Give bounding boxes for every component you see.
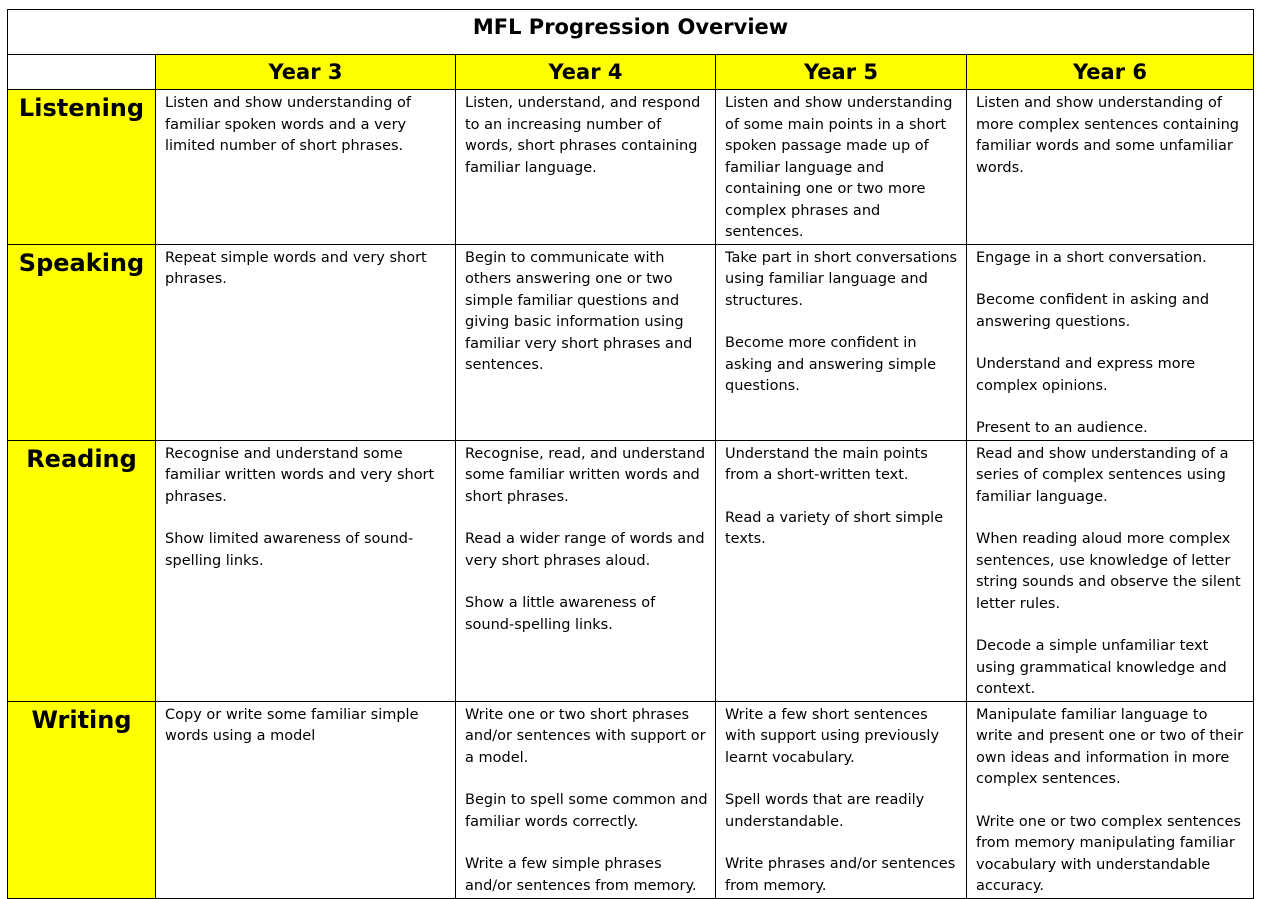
skill-row-speaking	[8, 244, 1254, 440]
cell-text: Present to an audience.	[976, 420, 1148, 436]
year-header: Year 4	[456, 55, 716, 90]
cell-text: When reading aloud more complex sentences, use knowledge of letter string sounds and observe the silent letter rules.	[976, 531, 1241, 612]
table-cell	[716, 440, 967, 701]
cell-text: Show limited awareness of sound-spelling links.	[165, 531, 414, 569]
cell-text: Understand and express more complex opinions.	[976, 356, 1196, 394]
cell-text: Listen and show understanding of some main points in a short spoken passage made up of familiar language and containing one or two more complex phrases and sentences.	[725, 95, 953, 240]
title-row	[8, 10, 1254, 55]
cell-text: Write one or two short phrases and/or sentences with support or a model.	[465, 706, 706, 766]
cell-text: Understand the main points from a short-written text.	[725, 445, 928, 483]
year-header-row	[8, 55, 1254, 90]
table-cell	[156, 701, 456, 898]
table-cell	[716, 701, 967, 898]
cell-text: Engage in a short conversation.	[976, 249, 1207, 266]
year-header: Year 6	[967, 55, 1254, 90]
table-cell	[456, 244, 716, 440]
table-cell	[967, 440, 1254, 701]
table-cell	[156, 90, 456, 245]
page-title: MFL Progression Overview	[8, 10, 1254, 55]
corner-cell	[8, 55, 156, 90]
table-cell	[456, 90, 716, 245]
table-cell	[156, 440, 456, 701]
cell-text: Show a little awareness of sound-spelling links.	[465, 595, 656, 633]
table-cell	[716, 244, 967, 440]
cell-text: Take part in short conversations using familiar language and structures.	[725, 249, 958, 309]
cell-text: Recognise, read, and understand some familiar written words and short phrases.	[465, 445, 706, 505]
cell-text: Read a variety of short simple texts.	[725, 509, 944, 547]
table-cell	[456, 701, 716, 898]
cell-text: Begin to communicate with others answering one or two simple familiar questions and giving basic information using familiar very short phrases and sentences.	[465, 249, 693, 373]
cell-text: Listen and show understanding of more complex sentences containing familiar words and some unfamiliar words.	[976, 95, 1239, 176]
table-cell	[967, 90, 1254, 245]
cell-text: Become more confident in asking and answering simple questions.	[725, 335, 937, 394]
cell-text: Begin to spell some common and familiar words correctly.	[465, 792, 708, 830]
cell-text: Write a few simple phrases and/or sentences from memory.	[465, 856, 697, 894]
table-cell	[967, 701, 1254, 898]
cell-text: Copy or write some familiar simple words using a model	[165, 706, 419, 744]
cell-text: Listen and show understanding of familiar spoken words and a very limited number of short phrases.	[165, 95, 412, 154]
cell-text: Listen, understand, and respond to an increasing number of words, short phrases containing familiar language.	[465, 95, 701, 176]
cell-text: Write a few short sentences with support using previously learnt vocabulary.	[725, 706, 940, 766]
skill-label: Listening	[8, 90, 156, 245]
year-header: Year 5	[716, 55, 967, 90]
cell-text: Recognise and understand some familiar written words and very short phrases.	[165, 445, 435, 505]
cell-text: Manipulate familiar language to write and present one or two of their own ideas and information in more complex sentences.	[976, 706, 1244, 787]
cell-text: Become confident in asking and answering questions.	[976, 292, 1210, 330]
table-cell	[456, 440, 716, 701]
cell-text: Write phrases and/or sentences from memory.	[725, 856, 956, 894]
year-header: Year 3	[156, 55, 456, 90]
skill-row-listening	[8, 90, 1254, 245]
skill-label: Writing	[8, 701, 156, 898]
skill-row-writing	[8, 701, 1254, 898]
cell-text: Decode a simple unfamiliar text using grammatical knowledge and context.	[976, 638, 1227, 697]
progression-table	[7, 9, 1254, 899]
skill-label: Speaking	[8, 244, 156, 440]
cell-text: Repeat simple words and very short phrases.	[165, 249, 427, 287]
table-cell	[156, 244, 456, 440]
table-cell	[716, 90, 967, 245]
cell-text: Spell words that are readily understandable.	[725, 792, 925, 830]
progression-document	[7, 9, 1252, 899]
cell-text: Read and show understanding of a series of complex sentences using familiar language.	[976, 445, 1229, 505]
cell-text: Write one or two complex sentences from memory manipulating familiar vocabulary with understandable accuracy.	[976, 813, 1241, 894]
skill-row-reading	[8, 440, 1254, 701]
table-cell	[967, 244, 1254, 440]
skill-label: Reading	[8, 440, 156, 701]
cell-text: Read a wider range of words and very short phrases aloud.	[465, 531, 705, 569]
